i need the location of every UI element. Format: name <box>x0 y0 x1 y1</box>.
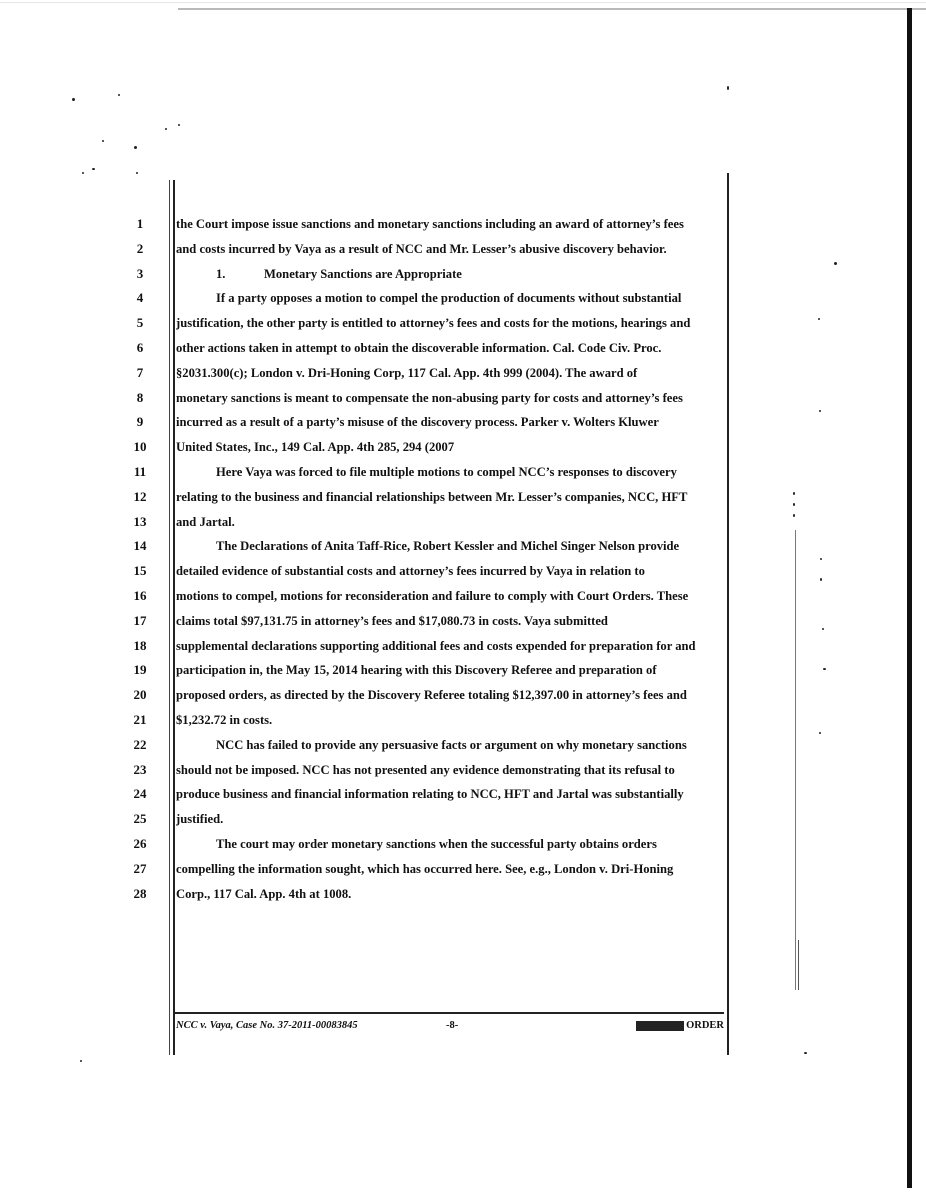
text-line: other actions taken in attempt to obtain the discoverable information. Cal. Code Civ. Proc. <box>176 340 662 355</box>
scan-speck <box>793 514 795 517</box>
scan-edge-border <box>907 8 912 1188</box>
text-line: relating to the business and financial relationships between Mr. Lesser’s companies, NCC, HFT <box>176 489 688 504</box>
line-number: 5 <box>136 315 144 331</box>
scan-speck <box>793 492 795 495</box>
text-line: Corp., 117 Cal. App. 4th at 1008. <box>176 886 352 901</box>
text-line: NCC has failed to provide any persuasive facts or argument on why monetary sanctions <box>216 737 687 752</box>
scan-speck <box>804 1052 807 1054</box>
scan-speck <box>80 1060 82 1062</box>
footer-rule <box>174 1012 724 1014</box>
line-number: 21 <box>133 711 147 727</box>
scan-speck <box>165 128 167 130</box>
section-number: 1. <box>216 266 226 281</box>
text-line: claims total $97,131.75 in attorney’s fees and $17,080.73 in costs. Vaya submitted <box>176 613 608 628</box>
text-line: justification, the other party is entitled to attorney’s fees and costs for the motions, hearings and <box>176 316 691 331</box>
scan-speck <box>822 628 824 630</box>
scan-edge-line <box>0 2 926 3</box>
text-line: the Court impose issue sanctions and monetary sanctions including an award of attorney’s fees <box>176 217 684 231</box>
text-line: participation in, the May 15, 2014 hearing with this Discovery Referee and preparation of <box>176 663 657 678</box>
line-number: 16 <box>133 587 147 603</box>
scan-edge-line <box>178 8 926 10</box>
scan-speck <box>92 168 95 170</box>
text-line: monetary sanctions is meant to compensate the non-abusing party for costs and attorney’s fees <box>176 390 683 405</box>
text-line: motions to compel, motions for reconsideration and failure to comply with Court Orders. These <box>176 588 689 603</box>
line-number: 4 <box>136 290 144 306</box>
line-number: 20 <box>133 687 147 703</box>
scan-speck <box>820 558 822 560</box>
scan-speck <box>820 578 822 581</box>
pleading-body <box>176 212 720 906</box>
scan-speck <box>82 172 84 174</box>
scan-speck <box>134 146 137 149</box>
line-number: 15 <box>133 563 147 579</box>
line-number: 10 <box>133 439 147 455</box>
line-number: 24 <box>133 786 147 802</box>
line-number: 7 <box>136 364 144 380</box>
text-line: $1,232.72 in costs. <box>176 712 273 727</box>
scan-speck <box>819 410 821 412</box>
pleading-margin-line <box>173 180 175 1055</box>
text-line: proposed orders, as directed by the Discovery Referee totaling $12,397.00 in attorney’s fees and <box>176 688 687 703</box>
text-line: should not be imposed. NCC has not presented any evidence demonstrating that its refusal to <box>176 762 675 777</box>
line-number: 25 <box>133 811 147 827</box>
footer-case-caption: NCC v. Vaya, Case No. 37-2011-00083845 <box>176 1020 358 1031</box>
section-heading <box>176 262 720 287</box>
line-number: 14 <box>133 538 147 554</box>
text-line: produce business and financial information relating to NCC, HFT and Jartal was substantially <box>176 787 684 802</box>
scan-edge-shadow <box>798 940 799 990</box>
scan-speck <box>819 732 821 734</box>
scan-speck <box>136 172 138 174</box>
line-number: 13 <box>133 513 147 529</box>
text-line: and costs incurred by Vaya as a result of NCC and Mr. Lesser’s abusive discovery behavior. <box>176 241 667 256</box>
line-number: 23 <box>133 761 147 777</box>
text-line: United States, Inc., 149 Cal. App. 4th 285, 294 (2007 <box>176 440 455 455</box>
line-number: 19 <box>133 662 147 678</box>
footer-doc-type <box>636 1018 724 1034</box>
line-number: 18 <box>133 637 147 653</box>
line-number: 6 <box>136 339 144 355</box>
pleading-margin-line <box>727 173 729 1055</box>
line-number: 26 <box>133 835 147 851</box>
text-line: supplemental declarations supporting additional fees and costs expended for preparation for and <box>176 638 696 653</box>
scan-speck <box>823 668 826 670</box>
text-line: §2031.300(c); London v. Dri-Honing Corp, 117 Cal. App. 4th 999 (2004). The award of <box>176 365 638 380</box>
scan-speck <box>793 503 795 506</box>
scan-edge-shadow <box>795 530 796 990</box>
line-number-column <box>126 212 154 906</box>
scan-speck <box>72 98 75 101</box>
text-line: incurred as a result of a party’s misuse of the discovery process. Parker v. Wolters Kluwer <box>176 415 659 430</box>
text-line: justified. <box>176 812 224 827</box>
text-line: If a party opposes a motion to compel the production of documents without substantial <box>216 291 682 306</box>
line-number: 28 <box>133 885 147 901</box>
text-line: detailed evidence of substantial costs and attorney’s fees incurred by Vaya in relation to <box>176 564 645 579</box>
scan-speck <box>727 86 729 90</box>
line-number: 22 <box>133 736 147 752</box>
line-number: 12 <box>133 488 147 504</box>
scan-speck <box>834 262 837 265</box>
footer-doc-type-label: ORDER <box>686 1020 724 1031</box>
line-number: 1 <box>136 216 144 231</box>
line-number: 3 <box>136 265 144 281</box>
footer-page-number: -8- <box>446 1020 459 1031</box>
pleading-margin-line <box>169 180 170 1055</box>
scan-speck <box>102 140 104 142</box>
text-line: and Jartal. <box>176 514 235 529</box>
line-number: 2 <box>136 240 144 256</box>
text-line: Here Vaya was forced to file multiple motions to compel NCC’s responses to discovery <box>216 464 677 479</box>
line-number: 17 <box>133 612 147 628</box>
scan-speck <box>178 124 180 126</box>
line-number: 8 <box>136 389 144 405</box>
scan-speck <box>118 94 120 96</box>
line-number: 9 <box>136 414 144 430</box>
text-line: The court may order monetary sanctions when the successful party obtains orders <box>216 836 657 851</box>
line-number: 11 <box>133 463 147 479</box>
text-line: The Declarations of Anita Taff-Rice, Robert Kessler and Michel Singer Nelson provide <box>216 539 680 554</box>
line-number: 27 <box>133 860 147 876</box>
section-title: Monetary Sanctions are Appropriate <box>264 266 462 281</box>
redaction-block <box>636 1021 684 1031</box>
text-line: compelling the information sought, which has occurred here. See, e.g., London v. Dri-Honing <box>176 861 674 876</box>
scan-speck <box>818 318 820 320</box>
